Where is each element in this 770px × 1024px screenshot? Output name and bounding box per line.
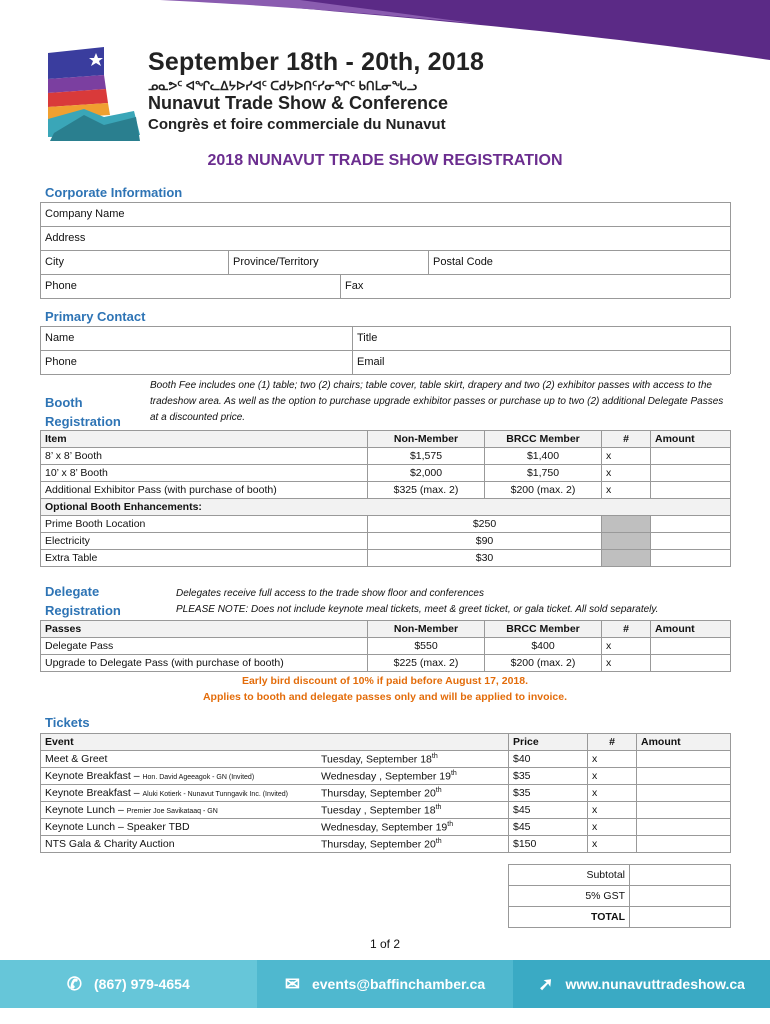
delegate-non-price: $550 [368,638,485,655]
phone-field[interactable]: Phone [45,280,77,292]
delegate-col-brcc: BRCC Member [485,621,602,638]
contact-name-field[interactable]: Name [45,332,75,344]
booth-heading-2: Registration [45,414,121,429]
ticket-speaker: Hon. David Ageeagok - GN (Invited) [142,774,255,781]
corporate-heading: Corporate Information [45,185,183,200]
delegate-brcc-price: $200 (max. 2) [485,655,602,672]
booth-col-amount: Amount [651,431,731,448]
nunavut-logo [44,45,144,145]
booth-table [40,430,731,567]
total-value[interactable] [630,907,731,928]
enhancement-amount[interactable] [651,516,731,533]
booth-non-price: $2,000 [368,465,485,482]
delegate-brcc-price: $400 [485,638,602,655]
tickets-col-event: Event [41,734,509,751]
ticket-amount[interactable] [637,836,731,853]
booth-col-brcc: BRCC Member [485,431,602,448]
footer-bar [0,960,770,1008]
ticket-event: NTS Gala & Charity Auction [45,838,175,850]
booth-qty[interactable]: x [602,482,651,499]
phone-icon: ✆ [66,973,82,994]
ticket-date-suffix: th [435,787,442,794]
ticket-speaker: Aluki Kotierk - Nunavut Tunngavik Inc. (Invited) [142,791,288,798]
booth-amount[interactable] [651,448,731,465]
enhancement-qty[interactable] [602,516,651,533]
enhancement-qty[interactable] [602,550,651,567]
booth-non-price: $325 (max. 2) [368,482,485,499]
ticket-date-suffix: th [431,753,438,760]
document-title: 2018 NUNAVUT TRADE SHOW REGISTRATION [207,152,563,169]
ticket-date: Tuesday, September 18 [321,753,432,766]
booth-col-num: # [602,431,651,448]
discount-applies-note: Applies to booth and delegate passes only and will be applied to invoice. [202,691,568,703]
page-number: 1 of 2 [369,937,401,951]
booth-amount[interactable] [651,465,731,482]
delegate-qty[interactable]: x [602,655,651,672]
enhancement-item: Prime Booth Location [41,516,368,533]
ticket-date: Wednesday, September 19 [321,821,448,834]
cursor-icon: ➚ [538,973,554,994]
enhancement-qty[interactable] [602,533,651,550]
event-title-english: Nunavut Trade Show & Conference [148,93,449,113]
ticket-qty[interactable]: x [588,768,637,785]
fax-field[interactable]: Fax [345,280,364,292]
table-row [41,482,731,499]
ticket-event: Meet & Greet [45,753,108,765]
booth-amount[interactable] [651,482,731,499]
company-name-field[interactable]: Company Name [45,208,125,220]
enhancement-price: $250 [368,516,602,533]
enhancement-item: Extra Table [41,550,368,567]
booth-note: Booth Fee includes one (1) table; two (2) chairs; table cover, table skirt, drapery and two (2) exhibitor passes with access to the tradeshow area. As well as the option to purchase upgrade exhibitor passes or purchase up to two (2) additional Delegate Passes at a discounted price. [150,380,724,423]
ticket-event: Keynote Breakfast – [45,787,143,799]
booth-col-item: Item [41,431,368,448]
enhancement-price: $30 [368,550,602,567]
ticket-price: $40 [509,751,588,768]
ticket-amount[interactable] [637,751,731,768]
footer-phone[interactable] [0,960,257,1008]
enhancement-item: Electricity [41,533,368,550]
subtotal-value[interactable] [630,865,731,886]
ticket-price: $150 [509,836,588,853]
ticket-price: $35 [509,768,588,785]
enhancement-price: $90 [368,533,602,550]
ticket-price: $45 [509,819,588,836]
gst-label: 5% GST [509,886,630,907]
ticket-date-suffix: th [435,804,442,811]
table-row [41,836,731,853]
booth-item: 8’ x 8’ Booth [41,448,368,465]
delegate-item: Upgrade to Delegate Pass (with purchase of booth) [41,655,368,672]
delegate-heading-1: Delegate [45,584,100,599]
delegate-col-non-member: Non-Member [368,621,485,638]
footer-phone-text: (867) 979-4654 [94,976,190,992]
contact-title-field[interactable]: Title [357,332,378,344]
delegate-note-1: Delegates receive full access to the trade show floor and conferences [176,588,484,599]
enhancement-amount[interactable] [651,533,731,550]
ticket-qty[interactable]: x [588,819,637,836]
footer-email[interactable] [257,960,514,1008]
delegate-col-passes: Passes [41,621,368,638]
contact-email-field[interactable]: Email [357,356,385,368]
total-label: TOTAL [509,907,630,928]
event-title-syllabics: ᓄᓇᕗᑦ ᐊᖏᓚᐃᔭᐅᓯᐊᑦ ᑕᑯᔭᐅᑎᑦᓯᓂᖏᑦ ᑲᑎᒪᓂᖓᓗ [148,79,417,93]
tickets-col-price: Price [509,734,588,751]
ticket-date: Thursday, September 20 [321,787,436,800]
province-field[interactable]: Province/Territory [233,256,319,268]
table-row [41,550,731,567]
ticket-date: Wednesday , September 19 [321,770,451,783]
booth-col-non-member: Non-Member [368,431,485,448]
totals-table [508,864,731,928]
booth-brcc-price: $1,400 [485,448,602,465]
delegate-table [40,620,731,672]
address-field[interactable]: Address [45,232,86,244]
delegate-non-price: $225 (max. 2) [368,655,485,672]
table-row [41,448,731,465]
ticket-amount[interactable] [637,819,731,836]
tickets-heading: Tickets [45,715,90,730]
ticket-event: Keynote Lunch – Speaker TBD [45,821,190,833]
table-row [41,768,731,785]
postal-code-field[interactable]: Postal Code [433,256,493,268]
event-title-french: Congrès et foire commerciale du Nunavut [148,116,446,133]
ticket-amount[interactable] [637,768,731,785]
ticket-qty[interactable]: x [588,785,637,802]
delegate-heading-2: Registration [45,603,121,618]
ticket-event: Keynote Lunch – [45,804,127,816]
delegate-col-num: # [602,621,651,638]
booth-brcc-price: $200 (max. 2) [485,482,602,499]
table-row [41,785,731,802]
table-row [41,802,731,819]
ticket-price: $45 [509,802,588,819]
table-row [41,655,731,672]
ticket-date-suffix: th [447,821,454,828]
enhancement-amount[interactable] [651,550,731,567]
table-row [41,533,731,550]
envelope-icon: ✉ [284,973,300,994]
event-dates: September 18th - 20th, 2018 [148,48,485,76]
ticket-price: $35 [509,785,588,802]
table-row [41,516,731,533]
gst-value[interactable] [630,886,731,907]
tickets-col-num: # [588,734,637,751]
ticket-amount[interactable] [637,802,731,819]
delegate-col-amount: Amount [651,621,731,638]
booth-qty[interactable]: x [602,448,651,465]
delegate-amount[interactable] [651,638,731,655]
ticket-qty[interactable]: x [588,802,637,819]
booth-non-price: $1,575 [368,448,485,465]
ticket-qty[interactable]: x [588,836,637,853]
ticket-amount[interactable] [637,785,731,802]
ticket-speaker: Premier Joe Savikataaq - GN [126,808,218,815]
booth-item: 10’ x 8’ Booth [41,465,368,482]
early-bird-note: Early bird discount of 10% if paid before August 17, 2018. [241,675,529,687]
table-row [41,819,731,836]
city-field[interactable]: City [45,256,64,268]
booth-item: Additional Exhibitor Pass (with purchase of booth) [41,482,368,499]
footer-email-text: events@baffinchamber.ca [311,976,486,992]
contact-phone-field[interactable]: Phone [45,356,77,368]
ticket-date: Tuesday , September 18 [321,804,436,817]
booth-heading-1: Booth [45,395,83,410]
table-row [41,751,731,768]
optional-enhancements-heading: Optional Booth Enhancements: [41,499,731,516]
booth-brcc-price: $1,750 [485,465,602,482]
ticket-event: Keynote Breakfast – [45,770,143,782]
ticket-qty[interactable]: x [588,751,637,768]
ticket-date-suffix: th [435,838,442,845]
ticket-date: Thursday, September 20 [321,838,436,851]
tickets-table [40,733,731,853]
booth-qty[interactable]: x [602,465,651,482]
footer-website-text: www.nunavuttradeshow.ca [565,976,745,992]
table-row [41,638,731,655]
delegate-amount[interactable] [651,655,731,672]
ticket-date-suffix: th [450,770,457,777]
tickets-col-amount: Amount [637,734,731,751]
delegate-qty[interactable]: x [602,638,651,655]
subtotal-label: Subtotal [509,865,630,886]
table-row [41,465,731,482]
primary-contact-heading: Primary Contact [45,309,146,324]
delegate-item: Delegate Pass [41,638,368,655]
delegate-note-2: PLEASE NOTE: Does not include keynote meal tickets, meet & greet ticket, or gala ticket. All sold separately. [176,604,659,615]
footer-website[interactable] [513,960,770,1008]
